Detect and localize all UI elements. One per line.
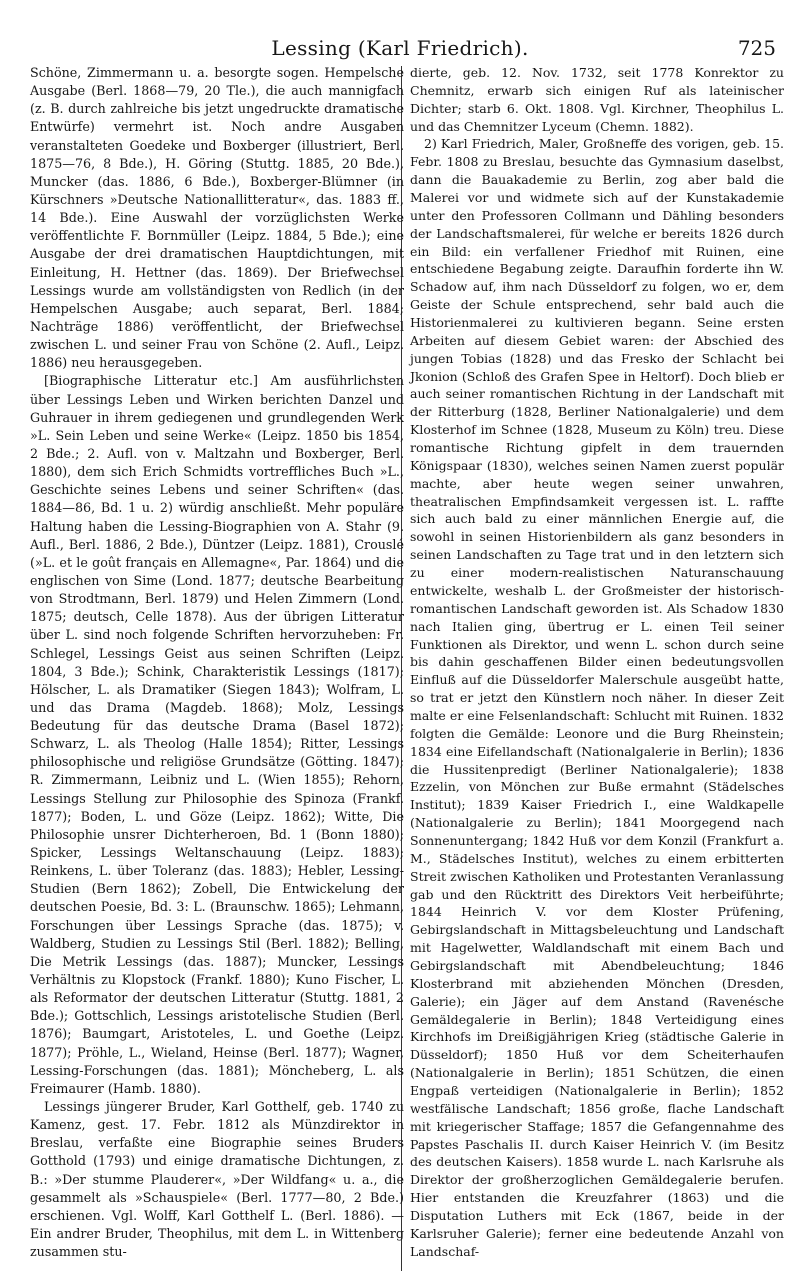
running-header bbox=[0, 36, 800, 60]
right-column bbox=[410, 64, 784, 1261]
paragraph-karl-gotthelf: Lessings jüngerer Bruder, Karl Gotthelf, geb. 1740 zu Kamenz, gest. 17. Febr. 1812 als Münzdirektor in Breslau, verfaßte eine Biographie seines Bruders Gotthold (1793) und einige dramatische Dichtungen, z. B.: »Der stumme Plauderer«, »Der Wildfang« u. a., die gesammelt als »Schauspiele« (Berl. 1777—80, 2 Bde.) erschienen. Vgl. Wolff, Karl Gotthelf L. (Berl. 1886). — Ein andrer Bruder, Theophilus, mit dem L. in Wittenberg zusammen stu- bbox=[30, 1099, 404, 1260]
paragraph-theophilus: dierte, geb. 12. Nov. 1732, seit 1778 Konrektor zu Chemnitz, erwarb sich einigen Ruf als lateinischer Dichter; starb 6. Okt. 1808. Vgl. Kirchner, Theophilus L. und das Chemnitzer Lyceum (Chemn. 1882). bbox=[410, 65, 784, 134]
page-number: 725 bbox=[737, 36, 776, 60]
left-column bbox=[30, 64, 404, 1261]
paragraph-biographical-literature: [Biographische Litteratur etc.] Am ausführlichsten über Lessings Leben und Wirken berichten Danzel und Guhrauer in ihrem gediegenen und grundlegenden Werk »L. Sein Leben und seine Werke« (Leipz. 1850 bis 1854, 2 Bde.; 2. Aufl. von v. Maltzahn und Boxberger, Berl. 1880), dem sich Erich Schmidts vortreffliches Buch »L., Geschichte seines Lebens und seiner Schriften« (das. 1884—86, Bd. 1 u. 2) würdig anschließt. Mehr populäre Haltung haben die Lessing-Biographien von A. Stahr (9. Aufl., Berl. 1886, 2 Bde.), Düntzer (Leipz. 1881), Crouslé (»L. et le goût français en Allemagne«, Par. 1864) und die englischen von Sime (Lond. 1877; deutsche Bearbeitung von Strodtmann, Berl. 1879) und Helen Zimmern (Lond. 1875; deutsch, Celle 1878). Aus der übrigen Litteratur über L. sind noch folgende Schriften hervorzuheben: Fr. Schlegel, Lessings Geist aus seinen Schriften (Leipz. 1804, 3 Bde.); Schink, Charakteristik Lessings (1817); Hölscher, L. als Dramatiker (Siegen 1843); Wolfram, L. und das Drama (Magdeb. 1868); Molz, Lessings Bedeutung für das deutsche Drama (Basel 1872); Schwarz, L. als Theolog (Halle 1854); Ritter, Lessings philosophische und religiöse Grundsätze (Götting. 1847); R. Zimmermann, Leibniz und L. (Wien 1855); Rehorn, Lessings Stellung zur Philosophie des Spinoza (Frankf. 1877); Boden, L. und Göze (Leipz. 1862); Witte, Die Philosophie unsrer Dichterheroen, Bd. 1 (Bonn 1880); Spicker, Lessings Weltanschauung (Leipz. 1883); Reinkens, L. über Toleranz (das. 1883); Hebler, Lessing-Studien (Bern 1862); Zobell, Die Entwickelung der deutschen Poesie, Bd. 3: L. (Braunschw. 1865); Lehmann, Forschungen über Lessings Sprache (das. 1875); v. Waldberg, Studien zu Lessings Stil (Berl. 1882); Belling, Die Metrik Lessings (das. 1887); Muncker, Lessings Verhältnis zu Klopstock (Frankf. 1880); Kuno Fischer, L. als Reformator der deutschen Litteratur (Stuttg. 1881, 2 Bde.); Gottschlich, Lessings aristotelische Studien (Berl. 1876); Baumgart, Aristoteles, L. und Goethe (Leipz. 1877); Pröhle, L., Wieland, Heinse (Berl. 1877); Wagner, Lessing-Forschungen (das. 1881); Möncheberg, L. als Freimaurer (Hamb. 1880). bbox=[30, 373, 404, 1096]
header-title: Lessing (Karl Friedrich). bbox=[271, 36, 529, 60]
paragraph-editions: Schöne, Zimmermann u. a. besorgte sogen. Hempelsche Ausgabe (Berl. 1868—79, 20 Tle.), die auch mannigfach (z. B. durch zahlreiche bis jetzt ungedruckte dramatische Entwürfe) vermehrt ist. Noch andre Ausgaben veranstalteten Goedeke und Boxberger (illustriert, Berl. 1875—76, 8 Bde.), H. Göring (Stuttg. 1885, 20 Bde.), Muncker (das. 1886, 6 Bde.), Boxberger-Blümner (in Kürschners »Deutsche Nationallitteratur«, das. 1883 ff., 14 Bde.). Eine Auswahl der vorzüglichsten Werke veröffentlichte F. Bornmüller (Leipz. 1884, 5 Bde.); eine Ausgabe der drei dramatischen Hauptdichtungen, mit Einleitung, H. Hettner (das. 1869). Der Briefwechsel Lessings wurde am vollständigsten von Redlich (in der Hempelschen Ausgabe; auch separat, Berl. 1884; Nachträge 1886) veröffentlicht, der Briefwechsel zwischen L. und seiner Frau von Schöne (2. Aufl., Leipz. 1886) neu herausgegeben. bbox=[30, 65, 404, 371]
paragraph-karl-friedrich: 2) Karl Friedrich, Maler, Großneffe des vorigen, geb. 15. Febr. 1808 zu Breslau, besuchte das Gymnasium daselbst, dann die Bauakademie zu Berlin, zog aber bald die Malerei vor und widmete sich auf der Kunstakademie unter den Professoren Collmann und Dähling besonders der Landschaftsmalerei, für welche er bereits 1826 durch ein Bild: ein verfallener Friedhof mit Ruinen, eine entschiedene Begabung zeigte. Daraufhin forderte ihn W. Schadow auf, ihm nach Düsseldorf zu folgen, wo er, dem Geiste der Schule entsprechend, sehr bald auch die Historienmalerei zu kultivieren begann. Seine ersten Arbeiten auf diesem Gebiet waren: der Abschied des jungen Tobias (1828) und das Fresko der Schlacht bei Jkonion (Schloß des Grafen Spee in Heltorf). Doch blieb er auch seiner romantischen Richtung in der Landschaft mit der Ritterburg (1828, Berliner Nationalgalerie) und dem Klosterhof im Schnee (1828, Museum zu Köln) treu. Diese romantische Richtung gipfelt in dem trauernden Königspaar (1830), welches seinen Namen zuerst populär machte, aber heute wegen seiner unwahren, theatralischen Empfindsamkeit vergessen ist. L. raffte sich auch bald zu einer männlichen Energie auf, die sowohl in seinen Historienbildern als ganz besonders in seinen Landschaften zu Tage trat und in den letztern sich zu einer modern-realistischen Naturanschauung entwickelte, weshalb L. der Großmeister der historisch-romantischen Landschaft geworden ist. Als Schadow 1830 nach Italien ging, übertrug er L. einen Teil seiner Funktionen als Direktor, und wenn L. schon durch seine bis dahin geschaffenen Bilder einen bedeutungsvollen Einfluß auf die Düsseldorfer Malerschule ausgeübt hatte, so trat er jetzt den Künstlern noch näher. In dieser Zeit malte er eine Felsenlandschaft: Schlucht mit Ruinen. 1832 folgten die Gemälde: Leonore und die Burg Rheinstein; 1834 eine Eifellandschaft (Nationalgalerie in Berlin); 1836 die Hussitenpredigt (Berliner Nationalgalerie); 1838 Ezzelin, von Mönchen zur Buße ermahnt (Städelsches Institut); 1839 Kaiser Friedrich I., eine Waldkapelle (Nationalgalerie zu Berlin); 1841 Moorgegend nach Sonnenuntergang; 1842 Huß vor dem Konzil (Frankfurt a. M., Städelsches Institut), welches zu einem erbitterten Streit zwischen Katholiken und Protestanten Veranlassung gab und den Rücktritt des Direktors Veit herbeiführte; 1844 Heinrich V. vor dem Kloster Prüfening, Gebirgslandschaft in Mittagsbeleuchtung und Landschaft mit Hagelwetter, Waldlandschaft mit einem Bach und Gebirgslandschaft mit Abendbeleuchtung; 1846 Klosterbrand mit abziehenden Mönchen (Dresden, Galerie); ein Jäger auf dem Anstand (Ravenésche Gemäldegalerie in Berlin); 1848 Verteidigung eines Kirchhofs im Dreißigjährigen Krieg (städtische Galerie in Düsseldorf); 1850 Huß vor dem Scheiterhaufen (Nationalgalerie in Berlin); 1851 Schützen, die einen Engpaß verteidigen (Nationalgalerie in Berlin); 1852 westfälische Landschaft; 1856 große, flache Landschaft mit kriegerischer Staffage; 1857 die Gefangennahme des Papstes Paschalis II. durch Kaiser Heinrich V. (im Besitz des deutschen Kaisers). 1858 wurde L. nach Karlsruhe als Direktor der großherzoglichen Gemäldegalerie berufen. Hier entstanden die Kreuzfahrer (1863) und die Disputation Luthers mit Eck (1867, beide in der Karlsruher Galerie); ferner eine bedeutende Anzahl von Landschaf- bbox=[410, 136, 784, 1259]
